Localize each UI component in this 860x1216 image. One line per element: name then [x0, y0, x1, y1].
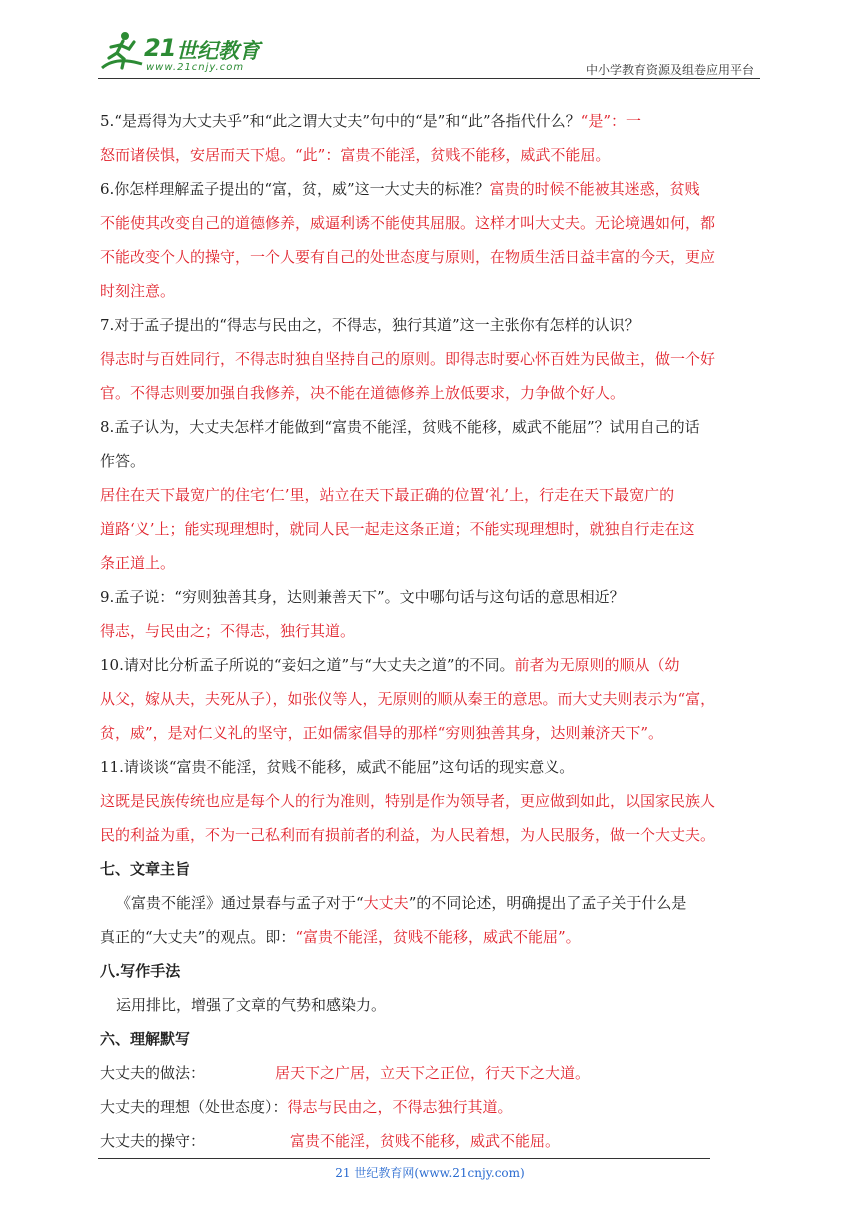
- answer-text: 条正道上。: [100, 554, 176, 572]
- footer-link[interactable]: 21 世纪教育网(www.21cnjy.com): [335, 1166, 525, 1180]
- question-11: 11.请谈谈“富贵不能淫，贫贱不能移，威武不能屈”这句话的现实意义。: [100, 758, 575, 776]
- row-label: 大丈夫的做法：: [100, 1064, 206, 1082]
- dictation-row: [100, 1090, 762, 1124]
- page-header: [98, 28, 760, 80]
- site-logo[interactable]: [98, 28, 268, 76]
- platform-title: 中小学教育资源及组卷应用平台: [585, 63, 754, 77]
- question-text: 5.“是焉得为大丈夫乎”和“此之谓大丈夫”句中的“是”和“此”各指代什么？: [100, 112, 581, 130]
- answer-text: 这既是民族传统也应是每个人的行为准则，特别是作为领导者，更应做到如此，以国家民族人: [100, 792, 716, 810]
- question-text: 6.你怎样理解孟子提出的“富，贫，威”这一大丈夫的标准？: [100, 180, 490, 198]
- runner-logo-icon: [98, 28, 146, 76]
- row-value: 富贵不能淫，贫贱不能移，威武不能屈。: [290, 1132, 561, 1150]
- highlight-text: “富贵不能淫，贫贱不能移，威武不能屈”。: [295, 928, 581, 946]
- paragraph: 运用排比，增强了文章的气势和感染力。: [116, 996, 387, 1014]
- answer-text: 时刻注意。: [100, 282, 176, 300]
- answer-text: 得志，与民由之；不得志，独行其道。: [100, 622, 356, 640]
- paragraph: [100, 920, 762, 954]
- answer-text: 道路‘义’上；能实现理想时，就同人民一起走这条正道；不能实现理想时，就独自行走在这: [100, 520, 695, 538]
- logo-name: 世纪教育: [176, 39, 260, 63]
- paragraph-text: ”的不同论述，明确提出了孟子关于什么是: [408, 894, 687, 912]
- paragraph-text: 《富贵不能淫》通过景春与孟子对于“: [116, 894, 364, 912]
- row-value: 得志与民由之，不得志独行其道。: [287, 1098, 513, 1116]
- question-6: [100, 172, 762, 206]
- logo-url: www.21cnjy.com: [146, 62, 245, 73]
- dictation-row: [100, 1124, 762, 1158]
- answer-text: 得志时与百姓同行，不得志时独自坚持自己的原则。即得志时要心怀百姓为民做主，做一个好: [100, 350, 716, 368]
- highlight-text: 大丈夫: [363, 894, 409, 912]
- answer-text: 前者为无原则的顺从（幼: [514, 656, 680, 674]
- section-heading: 八.写作手法: [100, 962, 181, 980]
- answer-text: 居住在天下最宽广的住宅‘仁’里，站立在天下最正确的位置‘礼’上，行走在天下最宽广的: [100, 486, 675, 504]
- section-heading: 七、文章主旨: [100, 860, 191, 878]
- document-body: [100, 104, 762, 1158]
- question-8: 8.孟子认为，大丈夫怎样才能做到“富贵不能淫，贫贱不能移，威武不能屈”？试用自己的话: [100, 418, 700, 436]
- answer-text: 怒而诸侯惧，安居而天下熄。“此”：富贵不能淫，贫贱不能移，威武不能屈。: [100, 146, 611, 164]
- answer-text: 富贵的时候不能被其迷惑，贫贱: [489, 180, 700, 198]
- question-10: [100, 648, 762, 682]
- dictation-row: [100, 1056, 762, 1090]
- answer-text: “是”：一: [580, 112, 642, 130]
- row-label: 大丈夫的操守：: [100, 1132, 206, 1150]
- answer-text: 贫，威”，是对仁义礼的坚守，正如儒家倡导的那样“穷则独善其身，达则兼济天下”。: [100, 724, 664, 742]
- section-heading: 六、理解默写: [100, 1030, 191, 1048]
- question-text: 10.请对比分析孟子所说的“妾妇之道”与“大丈夫之道”的不同。: [100, 656, 515, 674]
- header-divider: [98, 78, 760, 79]
- paragraph-text: 真正的“大丈夫”的观点。即：: [100, 928, 296, 946]
- footer-divider: [98, 1158, 710, 1159]
- question-5: [100, 104, 762, 138]
- row-label: 大丈夫的理想（处世态度）：: [100, 1098, 288, 1116]
- row-value: 居天下之广居，立天下之正位，行天下之大道。: [275, 1064, 591, 1082]
- question-7: 7.对于孟子提出的“得志与民由之，不得志，独行其道”这一主张你有怎样的认识？: [100, 316, 640, 334]
- question-9: 9.孟子说：“穷则独善其身，达则兼善天下”。文中哪句话与这句话的意思相近？: [100, 588, 625, 606]
- answer-text: 从父，嫁从夫，夫死从子），如张仪等人，无原则的顺从秦王的意思。而大丈夫则表示为“富，: [100, 690, 716, 708]
- question-text: 作答。: [100, 452, 146, 470]
- logo-number: 21: [144, 34, 176, 62]
- answer-text: 不能使其改变自己的道德修养，威逼利诱不能使其屈服。这样才叫大丈夫。无论境遇如何，都: [100, 214, 716, 232]
- paragraph: [100, 886, 762, 920]
- answer-text: 民的利益为重，不为一己私利而有损前者的利益，为人民着想，为人民服务，做一个大丈夫。: [100, 826, 716, 844]
- answer-text: 不能改变个人的操守，一个人要有自己的处世态度与原则，在物质生活日益丰富的今天，更应: [100, 248, 716, 266]
- answer-text: 官。不得志则要加强自我修养，决不能在道德修养上放低要求，力争做个好人。: [100, 384, 626, 402]
